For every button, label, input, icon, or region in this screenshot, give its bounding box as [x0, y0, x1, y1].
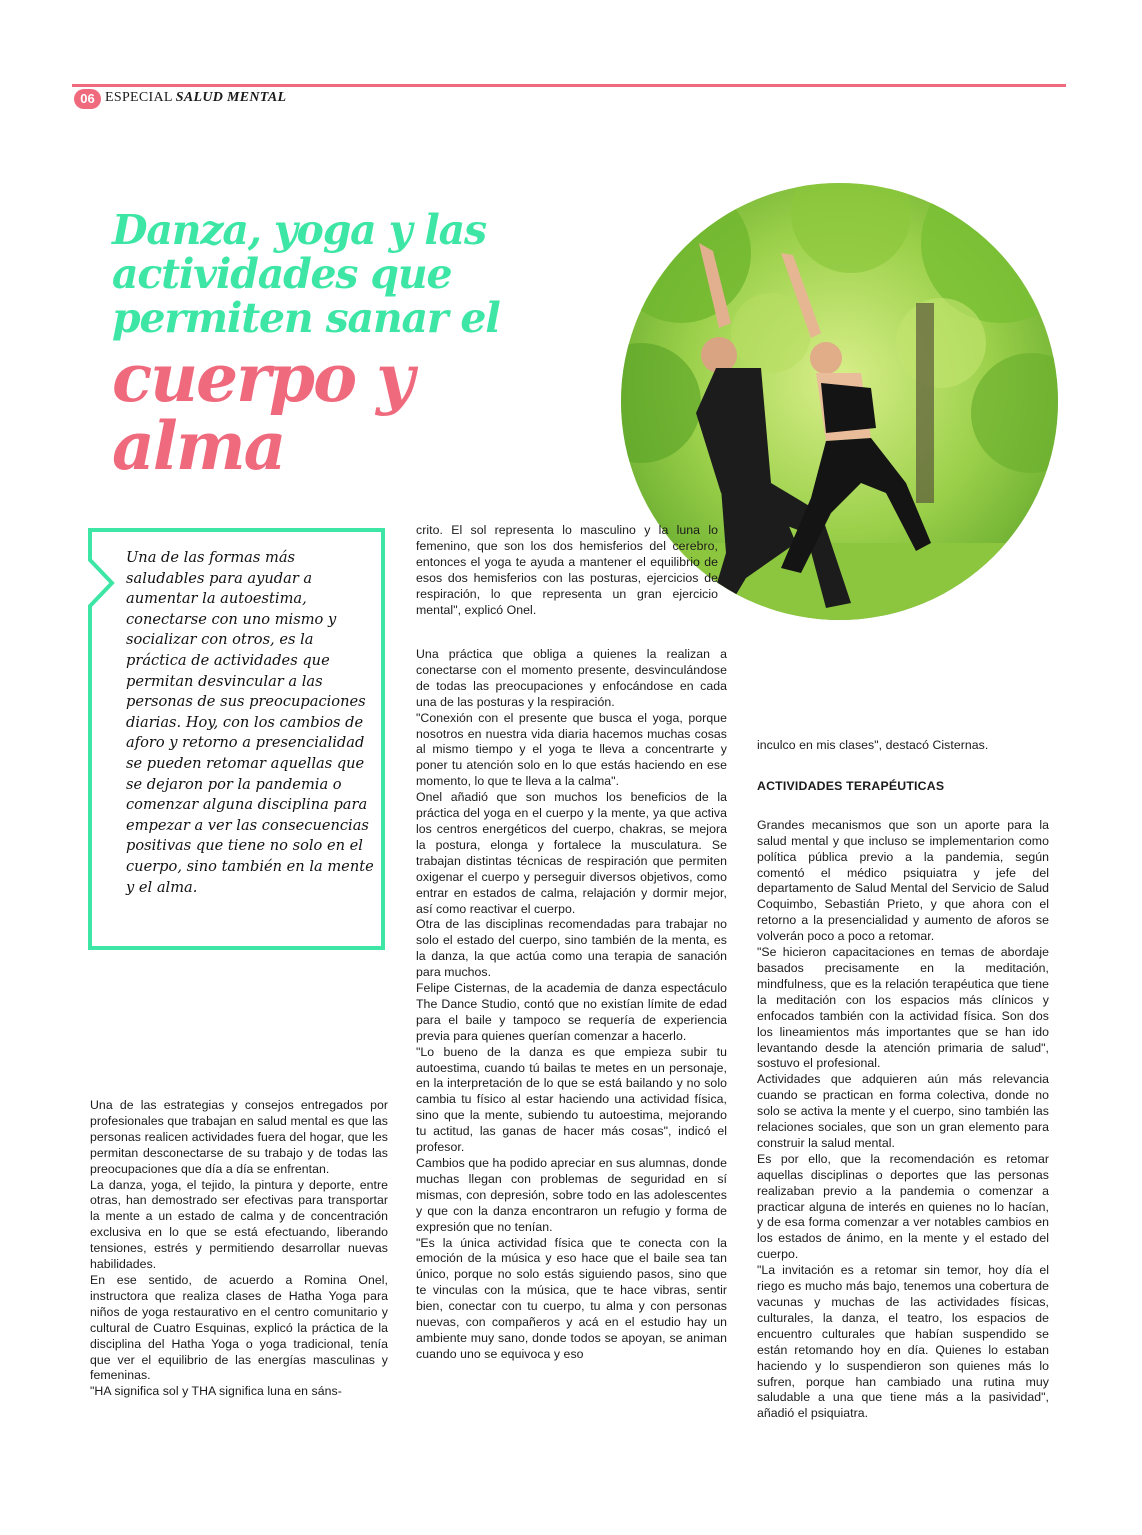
paragraph: Otra de las disciplinas recomendadas para trabajar no solo el estado del cuerpo, sino también de la menta, es la danza, la que actúa como una terapia de sanación para muchos. [416, 917, 727, 980]
section-prefix: ESPECIAL [105, 90, 173, 105]
paragraph: crito. El sol representa lo masculino y la luna lo femenino, que son los dos hemisferios del cerebro, entonces el yoga te ayuda a mantener el equilibrio de esos dos hemisferios con las posturas, ejercicios de respiración, lo que representa un gran ejercicio mental", explicó Onel. [416, 523, 718, 617]
paragraph: Una de las estrategias y consejos entregados por profesionales que trabajan en salud mental es que las personas realicen actividades fuera del hogar, que les permitan desconectarse de su trabajo y de todas las preocupaciones que día a día se enfrentan. [90, 1098, 388, 1176]
pull-quote: Una de las formas más saludables para ayudar a aumentar la autoestima, conectarse con uno mismo y socializar con otros, es la práctica de actividades que permitan desvincular a las personas de sus preocupaciones diarias. Hoy, con los cambios de aforo y retorno a presencialidad se pueden retomar aquellas que se dejaron por la pandemia o comenzar alguna disciplina para empezar a ver las consecuencias positivas que tiene no solo en el cuerpo, sino también en la mente y el alma. [126, 549, 374, 896]
paragraph: "Se hicieron capacitaciones en temas de abordaje basados precisamente en la meditación, mindfulness, que es la relación terapéutica que tiene la meditación con los espacios más clínicos y enfocados también con la actividad física. Son dos los lineamientos más importantes que se han ido levantando desde la atención primaria de salud", sostuvo el profesional. [757, 945, 1049, 1071]
headline-line-3: permiten sanar el [112, 294, 500, 342]
headline-emphasis: cuerpo y alma [112, 339, 413, 485]
header-rule [72, 84, 1066, 87]
paragraph: "HA significa sol y THA significa luna en sáns- [90, 1384, 342, 1399]
paragraph: La danza, yoga, el tejido, la pintura y deporte, entre otras, han demostrado ser efectivas para transportar la mente a un estado de calma y de concentración exclusiva en lo que se está efectuando, liberando tensiones, estrés y permitiendo desarrollar nuevas habilidades. [90, 1177, 388, 1272]
article-column-2-top [416, 523, 718, 618]
article-column-3 [757, 738, 1049, 1422]
paragraph: Felipe Cisternas, de la academia de danza espectáculo The Dance Studio, contó que no existían límite de edad para el baile y tampoco se requería de experiencia previa para quienes querían comenzar a hacerlo. [416, 981, 727, 1043]
paragraph: inculco en mis clases", destacó Cisternas. [757, 738, 989, 752]
paragraph: "La invitación es a retomar sin temor, hoy día el riego es mucho más bajo, tenemos una cobertura de vacunas y muchas de las actividades físicas, culturales, la danza, el teatro, los espacios de encuentro culturales que habían suspendido se están retomando hoy en día. Quienes lo estaban haciendo y lo suspendieron son quienes más lo sufren, porque han cambiado una rutina muy saludable a una que tiene más a la pasividad", añadió el psiquiatra. [757, 1263, 1049, 1421]
paragraph: Onel añadió que son muchos los beneficios de la práctica del yoga en el cuerpo y la mente, ya que activa los centros energéticos del cuerpo, chakras, se mejora la postura, elonga y fortalece la musculatura. Se trabajan distintas técnicas de respiración que permiten oxigenar el cuerpo y perseguir diversos objetivos, como entrar en estados de calma, relajación y dormir mejor, así como reactivar el cuerpo. [416, 790, 727, 916]
paragraph: Es por ello, que la recomendación es retomar aquellas disciplinas o deportes que las personas realizaban previo a la pandemia o comenzar a practicar alguna de interés en quienes no lo hacían, y de esa forma comenzar a ver notables cambios en los estados de ánimo, en la mente y el estado del cuerpo. [757, 1151, 1049, 1262]
paragraph: En ese sentido, de acuerdo a Romina Onel, instructora que realiza clases de Hatha Yoga para niños de yoga restaurativo en el centro comunitario y cultural de Cuatro Esquinas, explicó la práctica de la disciplina del Hatha Yoga o yoga tradicional, tenía que ver el equilibrio de las energías masculinas y femeninas. [90, 1272, 388, 1383]
headline-line-1: Danza, yoga y las [112, 206, 486, 254]
paragraph: "Lo bueno de la danza es que empieza subir tu autoestima, cuando tú bailas te metes en un personaje, en la interpretación de lo que se está bailando y no solo cambia tu físico al estar haciendo una actividad física, sino que la mente, subiendo tu autoestima, mejorando tu actitud, las ganas de hacer más cosas", indicó el profesor. [416, 1044, 727, 1155]
article-column-1 [90, 1098, 388, 1400]
paragraph: "Conexión con el presente que busca el yoga, porque nosotros en nuestra vida diaria hacemos muchas cosas al mismo tiempo y el yoga te lleva a concentrarte y poner tu atención solo en lo que estás haciendo en ese momento, lo que te lleva a la calma". [416, 710, 727, 789]
paragraph: "Es la única actividad física que te conecta con la emoción de la música y eso hace que el baile sea tan único, porque no solo estás siguiendo pasos, sino que te vinculas con la música, que te hace vibras, sentir bien, conectar con tu cuerpo, tu alma y con personas nuevas, con compañeros y acá en el estudio hay un ambiente muy sano, donde todos se apoyan, se animan cuando uno se equivoca y eso [416, 1235, 727, 1361]
section-name: SALUD MENTAL [175, 90, 287, 105]
article-headline [112, 206, 632, 485]
page-number-badge: 06 [74, 89, 101, 109]
section-label [105, 90, 286, 106]
paragraph: Actividades que adquieren aún más relevancia cuando se practican en forma colectiva, donde no solo se activa la mente y el cuerpo, sino también las relaciones sociales, que son un gran elemento para construir la salud mental. [757, 1072, 1049, 1150]
article-column-2 [416, 647, 727, 1363]
subheading: ACTIVIDADES TERAPÉUTICAS [757, 778, 945, 793]
paragraph: Una práctica que obliga a quienes la realizan a conectarse con el momento presente, desvinculándose de todas las preocupaciones y enfocándose en cada una de las posturas y la respiración. [416, 647, 727, 709]
paragraph: Cambios que ha podido apreciar en sus alumnas, donde muchas llegan con problemas de seguridad en sí mismas, con depresión, sobre todo en las adolescentes y que con la danza encontraron un refugio y forma de expresión que no tenían. [416, 1156, 727, 1234]
paragraph: Grandes mecanismos que son un aporte para la salud mental y que incluso se implementarion como política pública previo a la pandemia, según comentó el médico psiquiatra y jefe del departamento de Salud Mental del Servicio de Salud Coquimbo, Sebastián Prieto, y que ahora con el retorno a la presencialidad y aumento de aforos se volverán poco a poco a retomar. [757, 817, 1049, 944]
headline-line-2: actividades que [112, 250, 452, 298]
